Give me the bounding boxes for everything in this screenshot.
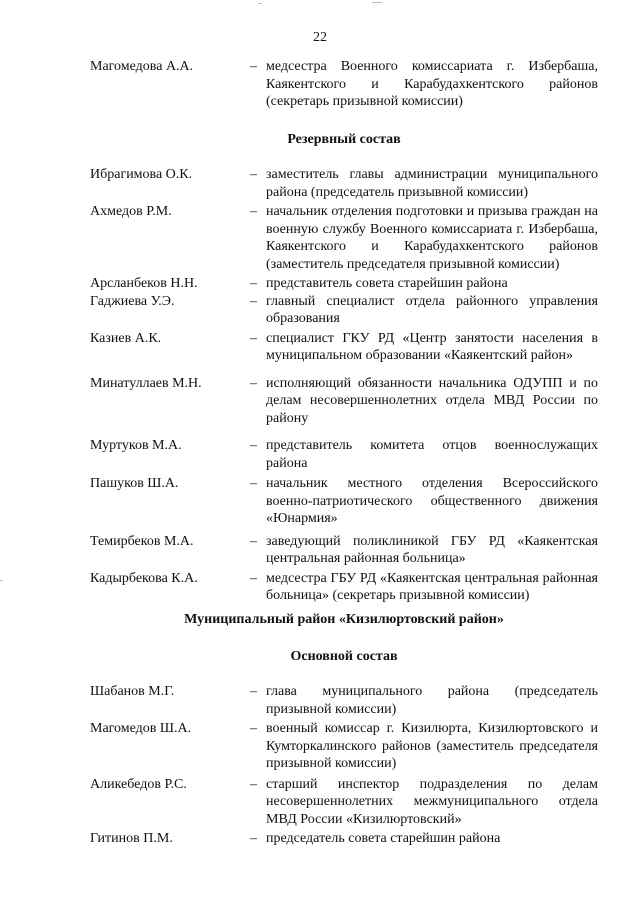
member-name: Кадырбекова К.А. (90, 570, 198, 586)
member-row (90, 203, 598, 273)
member-row (90, 720, 598, 773)
dash: – (250, 570, 257, 586)
dash: – (250, 831, 257, 846)
dash: – (250, 776, 257, 792)
member-role: старший инспектор подразделения по делам несовершеннолетних межмуниципального отдела МВД России «Кизилюртовский» (266, 776, 598, 827)
dash: – (250, 204, 257, 219)
member-role: медсестра Военного комиссариата г. Избербаша, Каякентского и Карабудахкентского районов (секретарь призывной комиссии) (266, 59, 598, 109)
scan-artifact (372, 2, 382, 3)
member-row (90, 330, 598, 365)
scan-artifact (0, 580, 3, 581)
member-role: специалист ГКУ РД «Центр занятости населения в муниципальном образовании «Каякентский район» (266, 330, 598, 363)
member-name: Пашуков Ш.А. (90, 476, 179, 491)
dash: – (250, 684, 257, 699)
member-role: представитель совета старейшин района (266, 276, 508, 291)
dash: – (250, 293, 257, 309)
member-name: Ибрагимова О.К. (90, 167, 193, 182)
dash: – (250, 59, 257, 74)
member-row (90, 275, 598, 293)
section-heading-main: Основной состав (290, 649, 398, 664)
member-row (90, 58, 598, 111)
dash: – (250, 276, 257, 291)
member-name: Шабанов М.Г. (90, 684, 175, 699)
dash: – (250, 438, 257, 453)
member-role: председатель совета старейшин района (266, 831, 501, 846)
member-role: начальник отделения подготовки и призыва граждан на военную службу Военного комиссариата г. Избербаша, Каякентского и Карабудахкентского районов (заместитель председателя призывной комиссии) (266, 204, 598, 272)
member-name: Муртуков М.А. (90, 438, 182, 453)
member-row (90, 375, 598, 428)
member-name: Гитинов П.М. (90, 831, 173, 846)
member-name: Магомедов Ш.А. (90, 721, 192, 736)
dash: – (250, 167, 257, 182)
member-role: начальник местного отделения Всероссийского военно-патриотического общественного движения «Юнармия» (266, 476, 598, 526)
member-name: Арсланбеков Н.Н. (90, 276, 198, 291)
dash: – (250, 533, 257, 549)
member-row (90, 776, 598, 829)
dash: – (250, 476, 257, 491)
member-role: представитель комитета отцов военнослужащих района (266, 438, 598, 471)
section-heading-reserve: Резервный состав (287, 132, 401, 147)
member-row (90, 293, 598, 328)
member-name: Ахмедов Р.М. (90, 204, 172, 219)
member-row (90, 570, 598, 605)
page-number: 22 (313, 30, 327, 45)
member-name: Гаджиева У.Э. (90, 293, 175, 309)
member-role: главный специалист отдела районного управления образования (266, 293, 598, 326)
member-row (90, 533, 598, 568)
scan-artifact (258, 3, 262, 4)
entries-top (90, 58, 598, 111)
member-role: военный комиссар г. Кизилюрта, Кизилюртовского и Кумторкалинского районов (заместитель председателя призывной комиссии) (266, 721, 598, 771)
member-row (90, 166, 598, 201)
member-name: Аликебедов Р.С. (90, 776, 187, 792)
dash: – (250, 721, 257, 736)
member-row (90, 437, 598, 472)
member-role: медсестра ГБУ РД «Каякентская центральная районная больница» (секретарь призывной комиссии) (266, 570, 598, 603)
member-name: Магомедова А.А. (90, 59, 194, 74)
entries-main (90, 683, 598, 848)
dash: – (250, 330, 257, 346)
dash: – (250, 375, 257, 391)
member-row (90, 683, 598, 718)
member-row (90, 475, 598, 528)
entries-reserve (90, 166, 598, 605)
member-role: исполняющий обязанности начальника ОДУПП и по делам несовершеннолетних отдела МВД России по району (266, 375, 598, 426)
member-name: Казиев А.К. (90, 330, 162, 346)
member-role: глава муниципального района (председатель призывной комиссии) (266, 684, 598, 717)
member-name: Минатуллаев М.Н. (90, 375, 202, 391)
member-row (90, 830, 598, 848)
member-role: заместитель главы администрации муниципального района (председатель призывной комиссии) (266, 167, 598, 200)
member-name: Темирбеков М.А. (90, 533, 194, 549)
section-heading-district: Муниципальный район «Кизилюртовский район» (184, 612, 504, 627)
member-role: заведующий поликлиникой ГБУ РД «Каякентская центральная районная больница» (266, 533, 598, 566)
